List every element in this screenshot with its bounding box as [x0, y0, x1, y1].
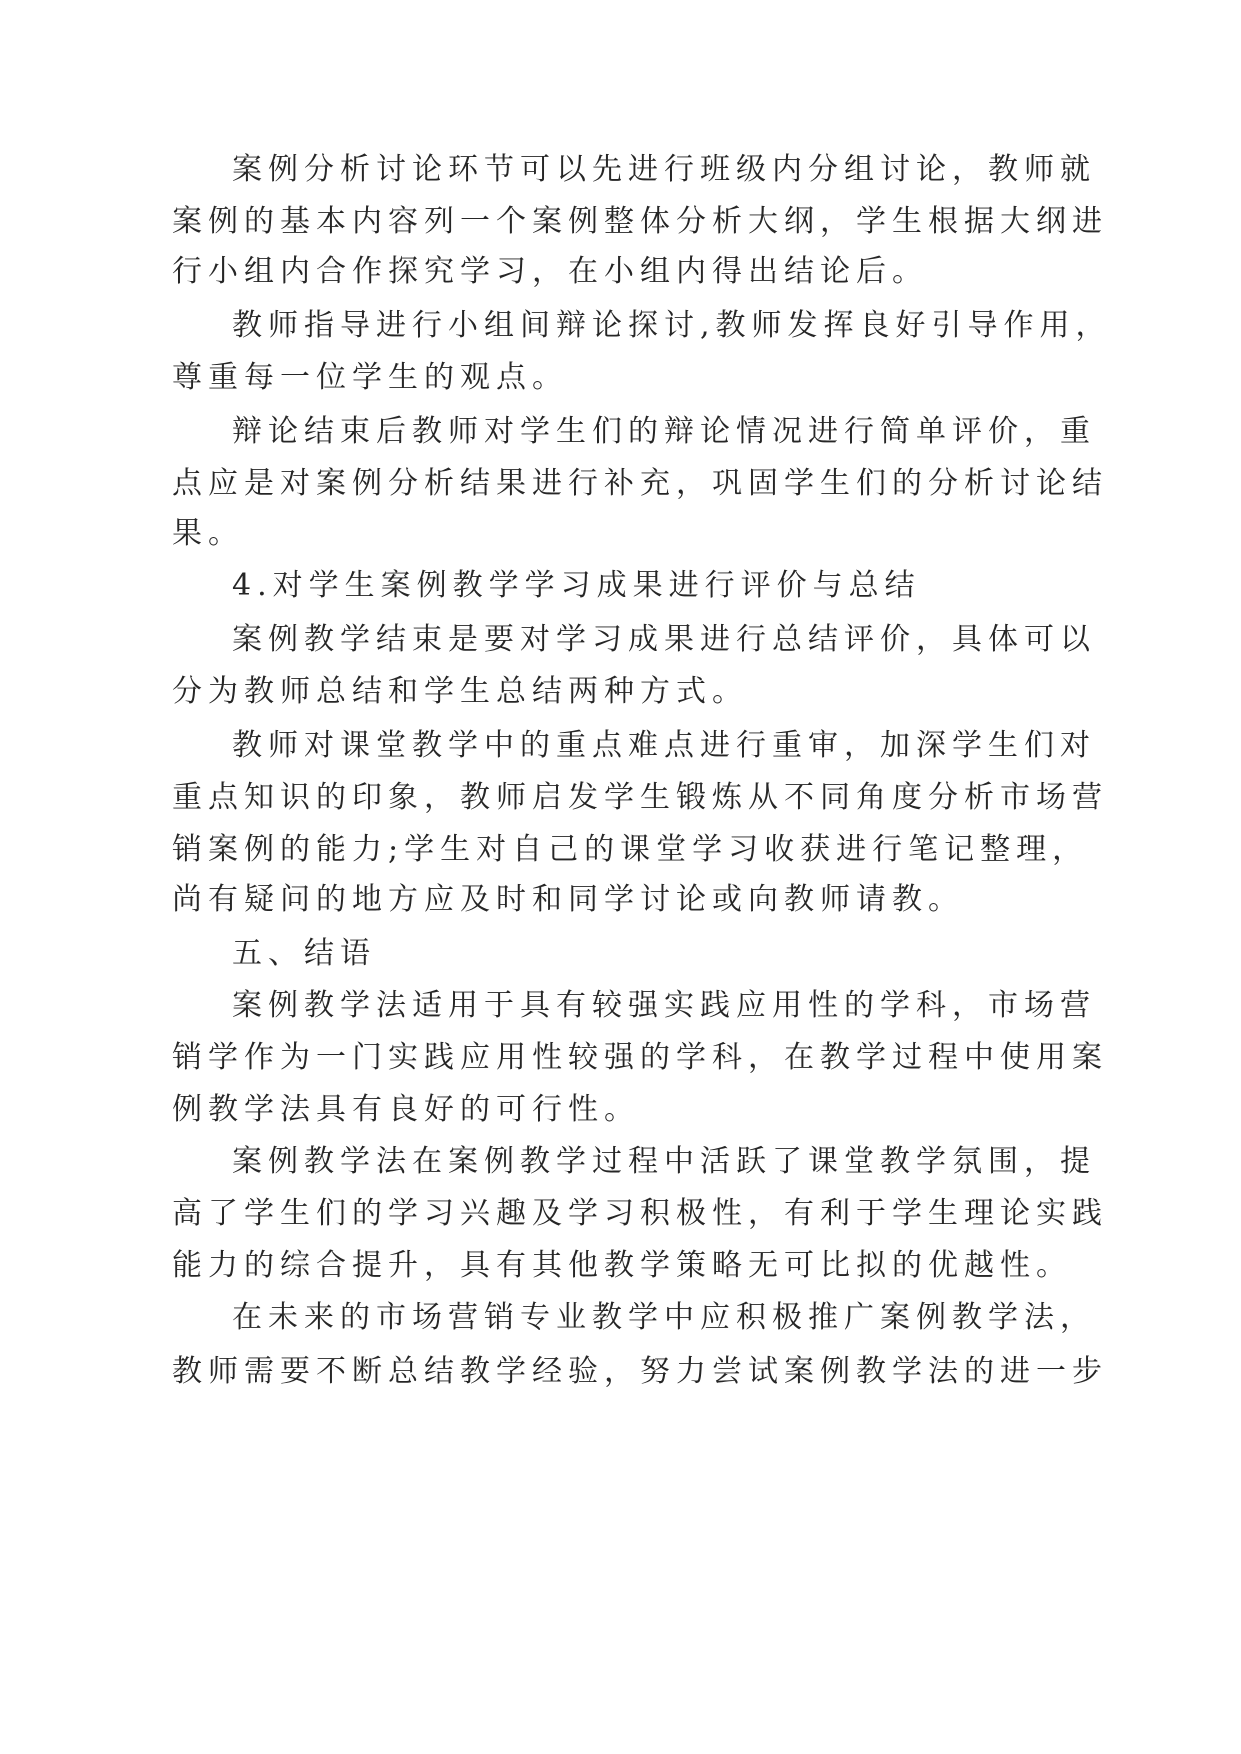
paragraph-6-line-3: 销案例的能力;学生对自己的课堂学习收获进行笔记整理，: [172, 832, 1089, 867]
paragraph-5-line-1: 案例教学结束是要对学习成果进行总结评价，具体可以: [232, 622, 1096, 657]
paragraph-8-line-2: 销学作为一门实践应用性较强的学科，在教学过程中使用案: [172, 1040, 1108, 1075]
paragraph-6-line-2: 重点知识的印象，教师启发学生锻炼从不同角度分析市场营: [172, 780, 1108, 815]
paragraph-5-line-2: 分为教师总结和学生总结两种方式。: [172, 674, 748, 709]
paragraph-6-line-1: 教师对课堂教学中的重点难点进行重审，加深学生们对: [232, 728, 1096, 763]
paragraph-10-line-2: 教师需要不断总结教学经验，努力尝试案例教学法的进一步: [172, 1354, 1108, 1389]
paragraph-10-line-1: 在未来的市场营销专业教学中应积极推广案例教学法，: [232, 1300, 1096, 1335]
paragraph-1-line-1: 案例分析讨论环节可以先进行班级内分组讨论，教师就: [232, 152, 1096, 187]
section-heading-4: 4.对学生案例教学学习成果进行评价与总结: [232, 568, 921, 603]
paragraph-2-line-2: 尊重每一位学生的观点。: [172, 360, 568, 395]
paragraph-1-line-2: 案例的基本内容列一个案例整体分析大纲，学生根据大纲进: [172, 204, 1108, 239]
paragraph-1-line-3: 行小组内合作探究学习，在小组内得出结论后。: [172, 254, 928, 289]
paragraph-2-line-1: 教师指导进行小组间辩论探讨,教师发挥良好引导作用，: [232, 308, 1112, 343]
paragraph-3-line-1: 辩论结束后教师对学生们的辩论情况进行简单评价，重: [232, 414, 1096, 449]
paragraph-9-line-1: 案例教学法在案例教学过程中活跃了课堂教学氛围，提: [232, 1144, 1096, 1179]
paragraph-3-line-3: 果。: [172, 516, 244, 551]
section-heading-conclusion: 五、结语: [232, 936, 376, 971]
paragraph-3-line-2: 点应是对案例分析结果进行补充，巩固学生们的分析讨论结: [172, 466, 1108, 501]
paragraph-8-line-3: 例教学法具有良好的可行性。: [172, 1092, 640, 1127]
paragraph-8-line-1: 案例教学法适用于具有较强实践应用性的学科，市场营: [232, 988, 1096, 1023]
paragraph-9-line-2: 高了学生们的学习兴趣及学习积极性，有利于学生理论实践: [172, 1196, 1108, 1231]
paragraph-6-line-4: 尚有疑问的地方应及时和同学讨论或向教师请教。: [172, 882, 964, 917]
paragraph-9-line-3: 能力的综合提升，具有其他教学策略无可比拟的优越性。: [172, 1248, 1072, 1283]
